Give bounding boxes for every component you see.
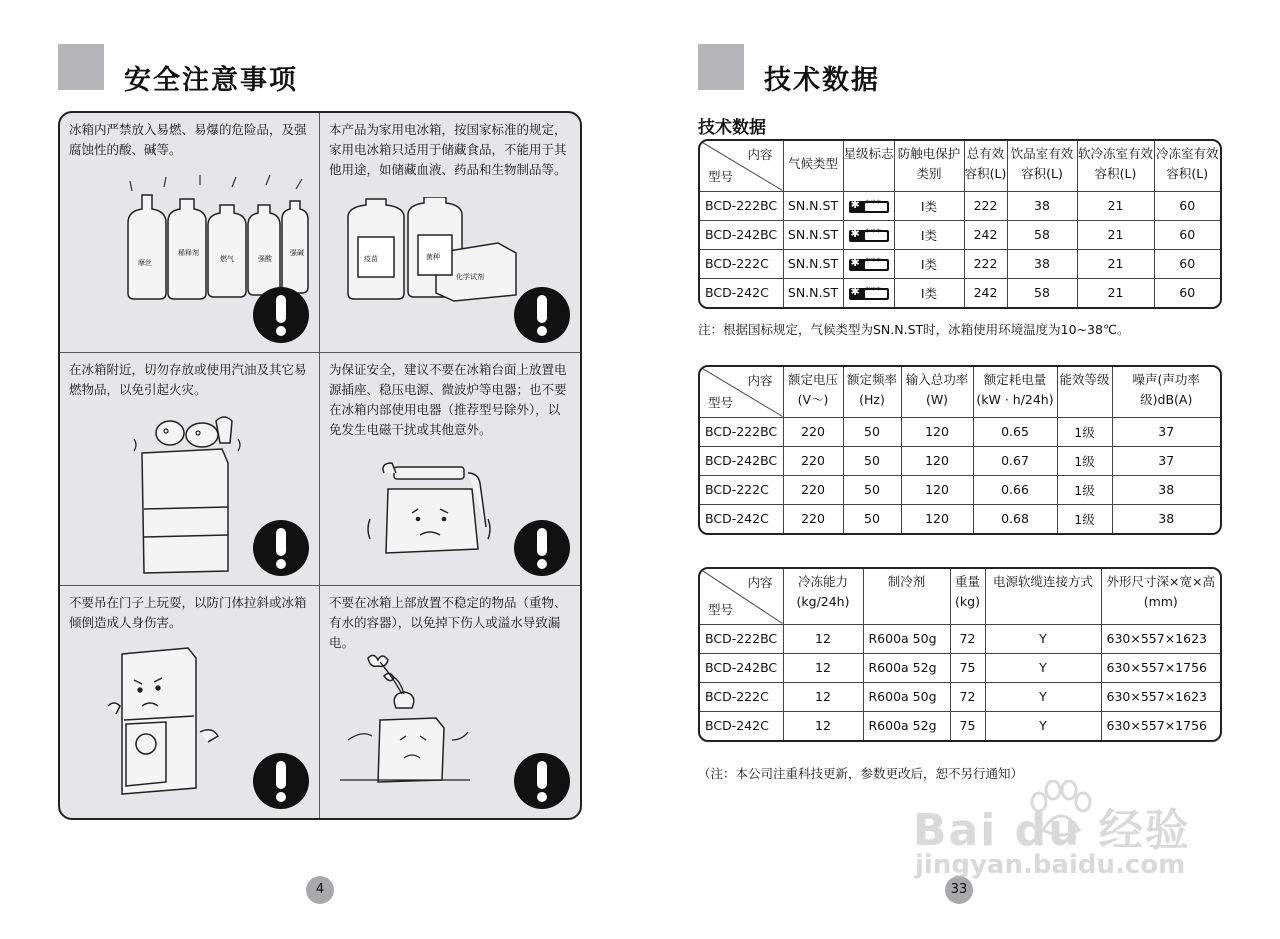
safety-cell-4 xyxy=(320,353,580,586)
table-cell: 37 xyxy=(1112,417,1220,446)
vase-on-fridge-illustration xyxy=(340,654,480,784)
corner-content-label: 内容 xyxy=(747,147,773,162)
table-cell: 60 xyxy=(1154,278,1220,307)
table-cell: BCD-242C xyxy=(700,278,783,307)
table-cell: 21 xyxy=(1077,249,1154,278)
table-cell: R600a 52g xyxy=(863,653,950,682)
table-cell: 630×557×1623 xyxy=(1101,624,1220,653)
corner-model-label: 型号 xyxy=(708,601,734,617)
table-header-row xyxy=(700,569,1220,624)
spec-table-1 xyxy=(698,139,1222,309)
safety-cell-6 xyxy=(320,586,580,818)
warning-icon xyxy=(513,286,571,344)
medicine-label-3: 化学试剂 xyxy=(456,273,484,281)
safety-cell-2 xyxy=(320,113,580,353)
table-cell: 72 xyxy=(950,624,985,653)
table-cell: 222 xyxy=(964,191,1007,220)
table-cell: SN.N.ST xyxy=(783,191,843,220)
table-cell: 72 xyxy=(950,682,985,711)
table-cell: BCD-242BC xyxy=(700,220,783,249)
table-cell: 0.65 xyxy=(973,417,1057,446)
table-cell: 75 xyxy=(950,711,985,740)
warning-icon xyxy=(252,752,310,810)
safety-text-4: 为保证安全，建议不要在冰箱台面上放置电源插座、稳压电源、微波炉等电器；也不要在冰箱内部使用电器（推荐型号除外），以免发生电磁干扰或其他意外。 xyxy=(329,362,567,437)
star-symbol: ✱ xyxy=(850,255,860,269)
column-header: 重量(kg) xyxy=(950,569,985,624)
table-cell: 120 xyxy=(901,417,973,446)
safety-text-6: 不要在冰箱上部放置不稳定的物品（重物、有水的容器），以免掉下伤人或溢水导致漏电。 xyxy=(329,595,567,650)
safety-cell-1 xyxy=(60,113,320,353)
table-cell: 21 xyxy=(1077,278,1154,307)
corner-content-label: 内容 xyxy=(747,575,773,590)
corner-header xyxy=(700,569,783,624)
power-strip-illustration xyxy=(364,459,494,559)
table-cell: 38 xyxy=(1112,504,1220,533)
table-cell: 630×557×1756 xyxy=(1101,653,1220,682)
column-header: 电源软缆连接方式 xyxy=(985,569,1101,624)
corner-model-label: 型号 xyxy=(708,168,734,184)
safety-text-1: 冰箱内严禁放入易燃、易爆的危险品，及强腐蚀性的酸、碱等。 xyxy=(69,122,307,157)
table-cell: 0.68 xyxy=(973,504,1057,533)
left-page-title: 安全注意事项 xyxy=(124,65,298,96)
tech-data-subtitle: 技术数据 xyxy=(698,118,766,138)
spec-table-2 xyxy=(698,365,1222,535)
star-rating-icon xyxy=(843,191,894,220)
table-cell: 60 xyxy=(1154,249,1220,278)
table-cell: BCD-222BC xyxy=(700,191,783,220)
bottle-label-3: 燃气 xyxy=(220,255,234,263)
spec-table-3 xyxy=(698,567,1222,742)
safety-text-3: 在冰箱附近，切勿存放或使用汽油及其它易燃物品，以免引起火灾。 xyxy=(69,362,307,397)
table-header-row xyxy=(700,367,1220,417)
table-cell: 630×557×1756 xyxy=(1101,711,1220,740)
medicine-label-1: 疫苗 xyxy=(364,255,378,263)
table-cell: BCD-242C xyxy=(700,711,783,740)
table-cell: SN.N.ST xyxy=(783,278,843,307)
safety-text-2: 本产品为家用电冰箱，按国家标准的规定，家用电冰箱只适用于储藏食品，不能用于其他用途，如储藏血液、药品和生物制品等。 xyxy=(329,122,567,177)
table-cell: BCD-222BC xyxy=(700,624,783,653)
table-cell: BCD-242BC xyxy=(700,446,783,475)
corner-header xyxy=(700,141,783,191)
corner-model-label: 型号 xyxy=(708,394,734,410)
table-cell: 38 xyxy=(1007,249,1077,278)
star-rating-icon xyxy=(843,249,894,278)
table-cell: SN.N.ST xyxy=(783,249,843,278)
table-cell: Y xyxy=(985,682,1101,711)
table-cell: 120 xyxy=(901,475,973,504)
table-cell: R600a 50g xyxy=(863,624,950,653)
column-header: 输入总功率(W) xyxy=(901,367,973,417)
corner-content-label: 内容 xyxy=(747,373,773,388)
table-cell: BCD-242C xyxy=(700,504,783,533)
table-cell: BCD-222C xyxy=(700,475,783,504)
child-hanging-door-illustration xyxy=(100,640,230,800)
table-cell: 242 xyxy=(964,220,1007,249)
table-cell: 50 xyxy=(843,417,901,446)
column-header: 软冷冻室有效容积(L) xyxy=(1077,141,1154,191)
column-header: 冷冻能力(kg/24h) xyxy=(783,569,863,624)
medicine-label-2: 菌种 xyxy=(426,253,440,261)
column-header: 额定频率(Hz) xyxy=(843,367,901,417)
table-cell: Ⅰ类 xyxy=(894,278,964,307)
table-cell: 38 xyxy=(1112,475,1220,504)
column-header: 噪声(声功率级)dB(A) xyxy=(1112,367,1220,417)
bottle-label-4: 强酸 xyxy=(258,255,272,263)
column-header: 气候类型 xyxy=(783,141,843,191)
table-cell: 12 xyxy=(783,682,863,711)
table-cell: 222 xyxy=(964,249,1007,278)
column-header: 额定耗电量(kW · h/24h) xyxy=(973,367,1057,417)
table-cell: 21 xyxy=(1077,191,1154,220)
table-row xyxy=(700,624,1220,653)
watermark-url: jingyan.baidu.com xyxy=(915,850,1186,880)
table-cell: 220 xyxy=(783,475,843,504)
star-symbol: ✱ xyxy=(850,284,860,298)
bottle-label-5: 强碱 xyxy=(290,249,304,257)
table-cell: 50 xyxy=(843,504,901,533)
table-row xyxy=(700,446,1220,475)
table-cell: 50 xyxy=(843,446,901,475)
right-page-number: 33 xyxy=(945,876,973,904)
table-cell: BCD-222C xyxy=(700,249,783,278)
table-row xyxy=(700,191,1220,220)
table-cell: 50 xyxy=(843,475,901,504)
table-cell: 1级 xyxy=(1057,417,1112,446)
column-header: 外形尺寸深×宽×高(mm) xyxy=(1101,569,1220,624)
table-cell: Y xyxy=(985,711,1101,740)
table-cell: Ⅰ类 xyxy=(894,220,964,249)
star-symbol: ✱ xyxy=(850,197,860,211)
warning-icon xyxy=(252,519,310,577)
table-row xyxy=(700,417,1220,446)
table-cell: 0.67 xyxy=(973,446,1057,475)
warning-icon xyxy=(252,286,310,344)
table-row xyxy=(700,220,1220,249)
medicine-illustration xyxy=(338,197,518,302)
safety-grid xyxy=(58,111,582,820)
table-cell: 630×557×1623 xyxy=(1101,682,1220,711)
star-rating-icon xyxy=(843,278,894,307)
table-cell: 120 xyxy=(901,446,973,475)
climate-note: 注：根据国标规定，气候类型为SN.N.ST时，冰箱使用环境温度为10~38℃。 xyxy=(698,322,1130,337)
table-cell: Y xyxy=(985,653,1101,682)
table-cell: 12 xyxy=(783,711,863,740)
column-header: 防触电保护类别 xyxy=(894,141,964,191)
left-title-marker xyxy=(58,44,104,90)
table-cell: SN.N.ST xyxy=(783,220,843,249)
update-note: （注：本公司注重科技更新，参数更改后，恕不另行通知） xyxy=(698,766,1024,781)
table-cell: 12 xyxy=(783,653,863,682)
table-cell: BCD-222C xyxy=(700,682,783,711)
table-cell: 220 xyxy=(783,417,843,446)
column-header: 星级标志 xyxy=(843,141,894,191)
safety-text-5: 不要吊在门子上玩耍，以防门体拉斜或冰箱倾倒造成人身伤害。 xyxy=(69,595,307,630)
table-cell: R600a 52g xyxy=(863,711,950,740)
right-title-marker xyxy=(698,44,744,90)
table-row xyxy=(700,653,1220,682)
column-header: 总有效容积(L) xyxy=(964,141,1007,191)
table-cell: 75 xyxy=(950,653,985,682)
table-cell: 0.66 xyxy=(973,475,1057,504)
table-cell: 37 xyxy=(1112,446,1220,475)
watermark-brand: Bai du 经验 xyxy=(913,805,1191,856)
table-cell: 38 xyxy=(1007,191,1077,220)
table-cell: 60 xyxy=(1154,191,1220,220)
table-cell: Ⅰ类 xyxy=(894,249,964,278)
table-cell: 21 xyxy=(1077,220,1154,249)
warning-icon xyxy=(513,752,571,810)
table-row xyxy=(700,682,1220,711)
table-cell: 12 xyxy=(783,624,863,653)
star-symbol: ✱ xyxy=(850,226,860,240)
table-cell: 120 xyxy=(901,504,973,533)
safety-cell-5 xyxy=(60,586,320,818)
table-cell: 1级 xyxy=(1057,446,1112,475)
table-cell: 220 xyxy=(783,504,843,533)
baidu-jingyan-watermark xyxy=(905,780,1205,890)
table-cell: BCD-222BC xyxy=(700,417,783,446)
column-header: 冷冻室有效容积(L) xyxy=(1154,141,1220,191)
left-page-number: 4 xyxy=(306,876,334,904)
column-header: 制冷剂 xyxy=(863,569,950,624)
table-cell: 1级 xyxy=(1057,504,1112,533)
table-header-row xyxy=(700,141,1220,191)
table-cell: 242 xyxy=(964,278,1007,307)
table-cell: 60 xyxy=(1154,220,1220,249)
table-row xyxy=(700,475,1220,504)
column-header: 饮品室有效容积(L) xyxy=(1007,141,1077,191)
corner-header xyxy=(700,367,783,417)
table-row xyxy=(700,504,1220,533)
table-cell: 58 xyxy=(1007,278,1077,307)
table-cell: Ⅰ类 xyxy=(894,191,964,220)
table-row xyxy=(700,249,1220,278)
table-cell: R600a 50g xyxy=(863,682,950,711)
safety-cell-3 xyxy=(60,353,320,586)
column-header: 额定电压(V～) xyxy=(783,367,843,417)
bottle-label-1: 摩丝 xyxy=(138,259,152,267)
star-rating-icon xyxy=(843,220,894,249)
right-page-title: 技术数据 xyxy=(764,65,880,96)
table-cell: 58 xyxy=(1007,220,1077,249)
table-cell: BCD-242BC xyxy=(700,653,783,682)
table-cell: 220 xyxy=(783,446,843,475)
bottle-label-2: 稀释剂 xyxy=(178,249,199,257)
warning-icon xyxy=(513,519,571,577)
table-row xyxy=(700,711,1220,740)
table-cell: Y xyxy=(985,624,1101,653)
table-row xyxy=(700,278,1220,307)
table-cell: 1级 xyxy=(1057,475,1112,504)
column-header: 能效等级 xyxy=(1057,367,1112,417)
fire-fridge-illustration xyxy=(130,411,250,576)
